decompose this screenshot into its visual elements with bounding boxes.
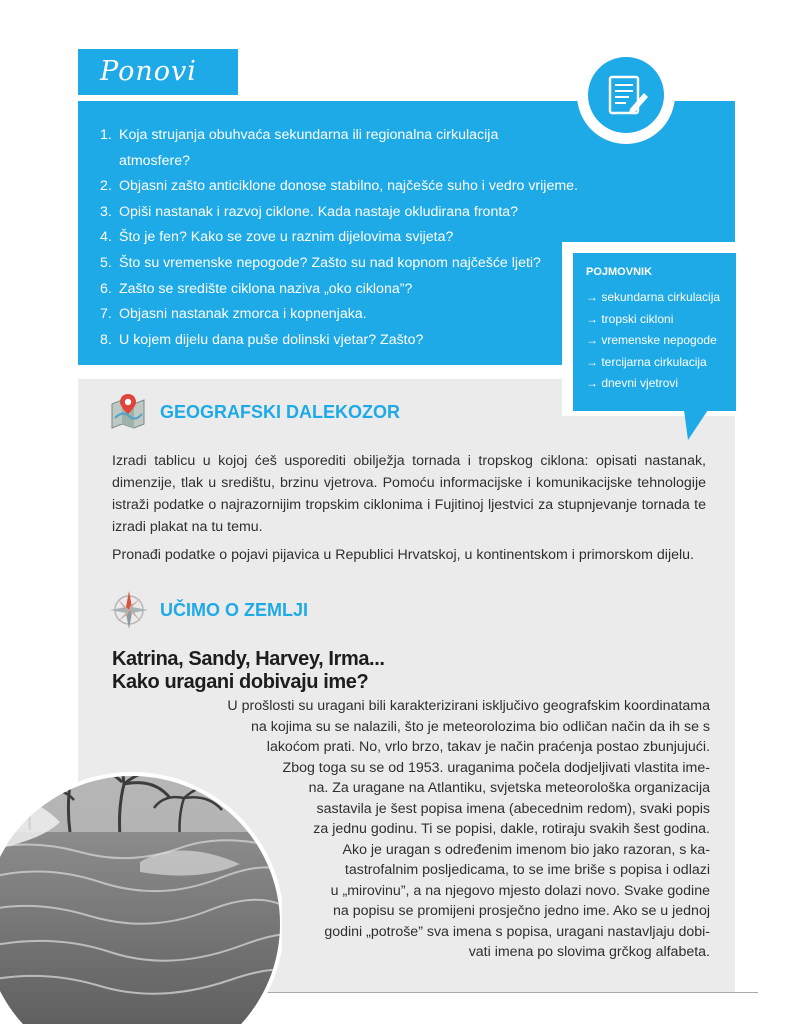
question-text: Zašto se središte ciklona naziva „oko ciklona”? (119, 280, 413, 297)
article-title-line-2: Kako uragani dobivaju ime? (112, 671, 369, 693)
question-item (100, 200, 640, 226)
question-text: Opiši nastanak i razvoj ciklone. Kada nastaje okludirana fronta? (119, 203, 519, 220)
article-line: na. Za uragane na Atlantiku, svjetska meteorološka organizacija (308, 780, 710, 796)
question-text: Koja strujanja obuhvaća sekundarna ili regionalna cirkulacija (119, 127, 499, 143)
pojmovnik-item: → sekundarna cirkulacija (586, 290, 721, 304)
article-line: Zbog toga su se od 1953. uraganima počela dodjeljivati vlastita ime- (282, 759, 710, 776)
notepad-pencil-icon (604, 73, 650, 119)
question-number: 6. (100, 280, 112, 297)
question-text: Objasni zašto anticiklone donose stabilno, najčešće suho i vedro vrijeme. (119, 178, 578, 195)
pojmovnik-title: POJMOVNIK (586, 266, 653, 278)
dalekozor-paragraph-1: Izradi tablicu u kojoj ćeš usporediti obilježja tornada i tropskog ciklona: opisati nastanak, dimenzije, tlak u središtu, brzinu vjetrova. Pomoću informacijske i komunikacijske tehnologije istraži podatke o najrazornijim tropskim ciklonima i Fujitinoj ljestvici za stupnjevanje tornada te izradi plakat na tu temu. (112, 453, 706, 535)
article-line: lakoćom prati. No, vrlo brzo, takav je način praćenja postao zbunjujući. (266, 739, 710, 755)
pojmovnik-item: → dnevni vjetrovi (586, 376, 679, 391)
pojmovnik-item: → tropski cikloni (586, 311, 674, 326)
question-number: 2. (100, 178, 112, 195)
pojmovnik-item: → vremenske nepogode (586, 333, 717, 348)
question-number: 3. (100, 203, 112, 220)
question-item (100, 174, 640, 200)
question-item (100, 123, 640, 174)
question-item (100, 328, 640, 354)
question-number: 8. (100, 331, 112, 348)
question-number: 1. (100, 127, 112, 143)
question-text: Objasni nastanak zmorca i kopnenjaka. (119, 306, 367, 323)
question-text: Što su vremenske nepogode? Zašto su nad kopnom najčešće ljeti? (119, 254, 541, 271)
question-text: Što je fen? Kako se zove u raznim dijelovima svijeta? (119, 229, 454, 246)
question-text: U kojem dijelu dana puše dolinski vjetar? Zašto? (119, 331, 424, 348)
article-line: u „mirovinu”, a na njegovo mjesto dolazi novo. Svake godine (330, 882, 710, 899)
article-line: tastrofalnim posljedicama, to se ime briše s popisa i odlazi (344, 862, 710, 878)
speech-tail-icon (684, 410, 714, 442)
article-line: za jednu godinu. Ti se popisi, dakle, rotiraju svakih šest godina. (313, 821, 710, 837)
question-number: 7. (100, 306, 112, 323)
ucimo-o-zemlji-heading: UČIMO O ZEMLJI (160, 600, 308, 620)
article-line: na popisu se promijeni prosječno jedno ime. Ako se u jednoj (333, 903, 710, 919)
question-item (100, 251, 640, 277)
compass-rose-icon (109, 590, 149, 630)
article-body (170, 696, 710, 963)
dalekozor-paragraph-2: Pronađi podatke o pojavi pijavica u Republici Hrvatskoj, u kontinentskom i primorskom dijelu. (112, 547, 694, 563)
question-number: 4. (100, 229, 112, 246)
pojmovnik-item: → tercijarna cirkulacija (586, 354, 707, 369)
map-pin-icon (109, 392, 147, 430)
article-line: U prošlosti su uragani bili karakterizirani isključivo geografskim koordinatama (227, 698, 710, 714)
question-item (100, 302, 640, 328)
question-item (100, 225, 640, 251)
question-text-continued: atmosfere? (119, 152, 190, 169)
pojmovnik-list (586, 287, 720, 395)
question-number: 5. (100, 254, 112, 271)
question-item (100, 277, 640, 303)
article-line: sastavila je šest popisa imena (abecednim redom), svaki popis (316, 800, 710, 817)
article-line: na kojima su se nalazili, što je meteorolozima bio odličan način da ih se s (251, 718, 710, 735)
article-title (112, 648, 532, 694)
article-line: vati imena po slovima grčkog alfabeta. (468, 944, 710, 960)
article-title-line-1: Katrina, Sandy, Harvey, Irma... (112, 648, 385, 670)
geografski-dalekozor-heading: GEOGRAFSKI DALEKOZOR (160, 402, 401, 422)
article-line: godini „potroše” sva imena s popisa, uragani nastavljaju dobi- (324, 923, 710, 940)
ponovi-title: Ponovi (100, 56, 197, 87)
questions-list (100, 123, 640, 353)
article-line: Ako je uragan s određenim imenom bio jako razoran, s ka- (342, 841, 710, 858)
